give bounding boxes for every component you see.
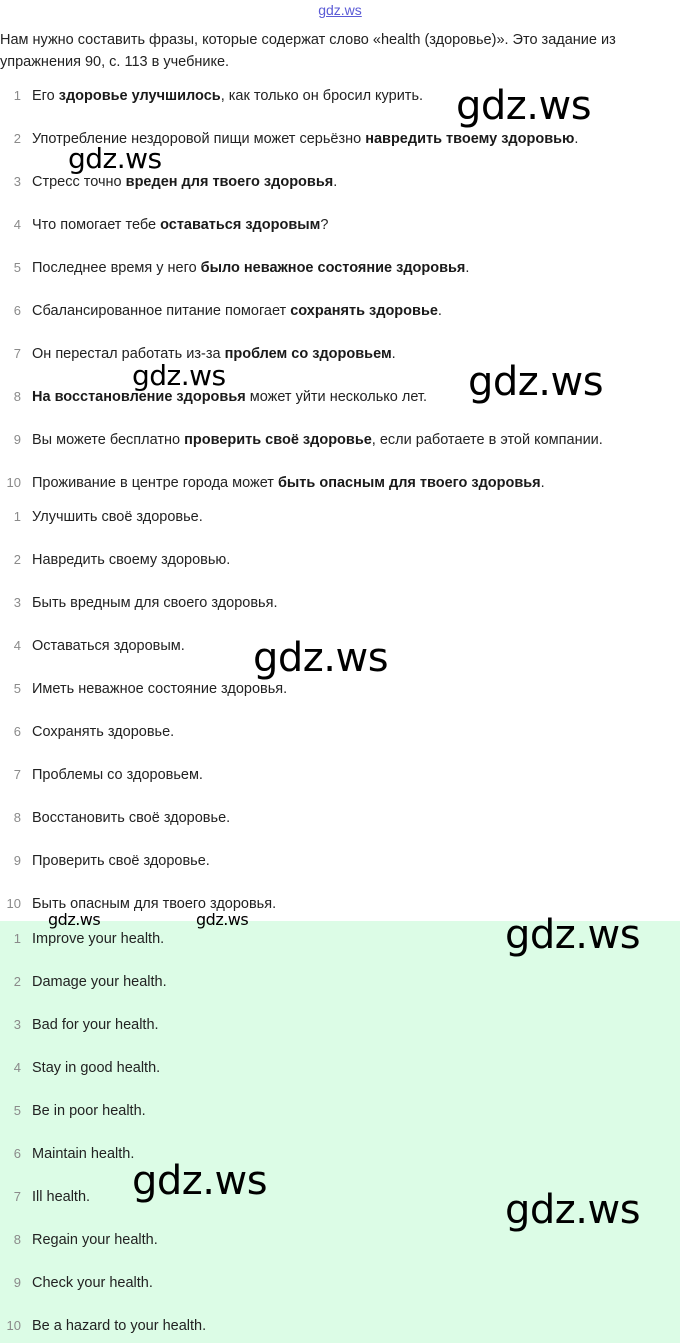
- key-phrase: оставаться здоровым: [160, 217, 321, 233]
- item-text: Оставаться здоровым.: [32, 638, 185, 654]
- item-text: Быть опасным для твоего здоровья.: [32, 896, 277, 912]
- watermark: gdz.ws: [253, 635, 389, 681]
- item-number: 1: [13, 931, 21, 946]
- english-phrase-row: [0, 1013, 680, 1037]
- key-phrase: быть опасным для твоего здоровья: [277, 475, 541, 491]
- sentence-fragment: ?: [320, 217, 329, 233]
- watermark: gdz.ws: [196, 910, 249, 929]
- item-number: 5: [13, 1103, 21, 1118]
- item-number: 7: [13, 767, 21, 782]
- item-text: Regain your health.: [32, 1232, 158, 1248]
- sentence-fragment: .: [391, 346, 396, 362]
- sentence-fragment: Вы можете бесплатно: [32, 432, 185, 448]
- item-number: 8: [13, 1232, 21, 1247]
- sentence-fragment: Употребление нездоровой пищи может серьёзно: [32, 131, 366, 147]
- item-text: Improve your health.: [32, 931, 165, 947]
- item-text: Damage your health.: [32, 974, 167, 990]
- sentence-row: [0, 256, 680, 280]
- english-phrase-row: [0, 1056, 680, 1080]
- english-phrase-row: [0, 1314, 680, 1338]
- item-text: Улучшить своё здоровье.: [32, 509, 203, 525]
- item-text: Check your health.: [32, 1275, 153, 1291]
- sentence-fragment: может уйти несколько лет.: [245, 389, 427, 405]
- item-number: 6: [13, 303, 21, 318]
- key-phrase: На восстановление здоровья: [32, 389, 246, 405]
- item-number: 3: [13, 1017, 21, 1032]
- russian-phrase-row: [0, 806, 680, 830]
- item-text: Ill health.: [32, 1189, 91, 1205]
- sentence-fragment: Его: [32, 88, 59, 104]
- sentence-fragment: , если работаете в этой компании.: [371, 432, 603, 448]
- item-text: [32, 385, 427, 409]
- item-text: [32, 471, 545, 495]
- item-text: Bad for your health.: [32, 1017, 159, 1033]
- item-number: 6: [13, 724, 21, 739]
- sentence-fragment: .: [437, 303, 442, 319]
- item-number: 9: [13, 1275, 21, 1290]
- item-number: 10: [6, 475, 21, 490]
- item-number: 9: [13, 432, 21, 447]
- item-number: 8: [13, 810, 21, 825]
- watermark: gdz.ws: [48, 910, 101, 929]
- item-text: [32, 256, 469, 280]
- sentence-fragment: Он перестал работать из-за: [32, 346, 225, 362]
- watermark: gdz.ws: [68, 142, 162, 175]
- item-number: 8: [13, 389, 21, 404]
- english-phrase-row: [0, 970, 680, 994]
- item-number: 4: [13, 217, 21, 232]
- item-text: [32, 428, 603, 452]
- item-number: 5: [13, 260, 21, 275]
- intro-text: Нам нужно составить фразы, которые содержат слово «health (здоровье)». Это задание из упражнения 90, с. 113 в учебнике.: [0, 32, 616, 70]
- item-text: Иметь неважное состояние здоровья.: [32, 681, 288, 697]
- item-text: Быть вредным для своего здоровья.: [32, 595, 278, 611]
- item-text: Навредить своему здоровью.: [32, 552, 231, 568]
- russian-phrase-row: [0, 548, 680, 572]
- sentence-fragment: .: [574, 131, 579, 147]
- sentence-row: [0, 471, 680, 495]
- item-text: Проблемы со здоровьем.: [32, 767, 203, 783]
- sentence-fragment: .: [540, 475, 545, 491]
- sentence-row: [0, 213, 680, 237]
- item-number: 7: [13, 1189, 21, 1204]
- watermark: gdz.ws: [132, 1158, 268, 1204]
- item-number: 2: [13, 131, 21, 146]
- item-number: 6: [13, 1146, 21, 1161]
- item-number: 1: [13, 509, 21, 524]
- sentence-fragment: Сбалансированное питание помогает: [32, 303, 291, 319]
- key-phrase: сохранять здоровье: [290, 303, 438, 319]
- sentence-fragment: .: [333, 174, 338, 190]
- item-text: Maintain health.: [32, 1146, 135, 1162]
- item-text: Восстановить своё здоровье.: [32, 810, 231, 826]
- sentence-row: [0, 428, 680, 452]
- russian-phrase-row: [0, 591, 680, 615]
- item-number: 10: [6, 896, 21, 911]
- english-phrase-row: [0, 1271, 680, 1295]
- russian-phrase-row: [0, 849, 680, 873]
- sentence-row: [0, 299, 680, 323]
- key-phrase: было неважное состояние здоровья: [200, 260, 466, 276]
- item-text: Stay in good health.: [32, 1060, 161, 1076]
- watermark: gdz.ws: [132, 359, 226, 392]
- sentence-fragment: , как только он бросил курить.: [220, 88, 424, 104]
- russian-phrase-row: [0, 505, 680, 529]
- key-phrase: здоровье улучшилось: [58, 88, 221, 104]
- russian-phrase-row: [0, 720, 680, 744]
- item-text: [32, 84, 423, 108]
- item-number: 5: [13, 681, 21, 696]
- item-text: Сохранять здоровье.: [32, 724, 175, 740]
- sentence-fragment: Проживание в центре города может: [32, 475, 278, 491]
- key-phrase: проверить своё здоровье: [184, 432, 372, 448]
- sentence-fragment: Стресс точно: [32, 174, 126, 190]
- item-number: 4: [13, 1060, 21, 1075]
- key-phrase: проблем со здоровьем: [224, 346, 392, 362]
- sentence-fragment: .: [465, 260, 470, 276]
- item-number: 1: [13, 88, 21, 103]
- watermark: gdz.ws: [505, 912, 641, 958]
- watermark: gdz.ws: [468, 359, 604, 405]
- english-phrase-row: [0, 1099, 680, 1123]
- item-number: 9: [13, 853, 21, 868]
- item-text: Проверить своё здоровье.: [32, 853, 210, 869]
- item-number: 10: [6, 1318, 21, 1333]
- item-text: Be a hazard to your health.: [32, 1318, 207, 1334]
- item-text: Be in poor health.: [32, 1103, 146, 1119]
- watermark: gdz.ws: [505, 1187, 641, 1233]
- sentence-fragment: Последнее время у него: [32, 260, 201, 276]
- item-text: [32, 213, 328, 237]
- item-number: 7: [13, 346, 21, 361]
- item-text: [32, 299, 442, 323]
- item-number: 2: [13, 552, 21, 567]
- item-number: 4: [13, 638, 21, 653]
- item-number: 2: [13, 974, 21, 989]
- site-link[interactable]: gdz.ws: [318, 2, 362, 18]
- key-phrase: вреден для твоего здоровья: [125, 174, 334, 190]
- item-number: 3: [13, 174, 21, 189]
- item-number: 3: [13, 595, 21, 610]
- sentence-fragment: Что помогает тебе: [32, 217, 161, 233]
- english-phrase-row: [0, 1142, 680, 1166]
- russian-phrase-row: [0, 763, 680, 787]
- watermark: gdz.ws: [456, 83, 592, 129]
- key-phrase: навредить твоему здоровью: [365, 131, 575, 147]
